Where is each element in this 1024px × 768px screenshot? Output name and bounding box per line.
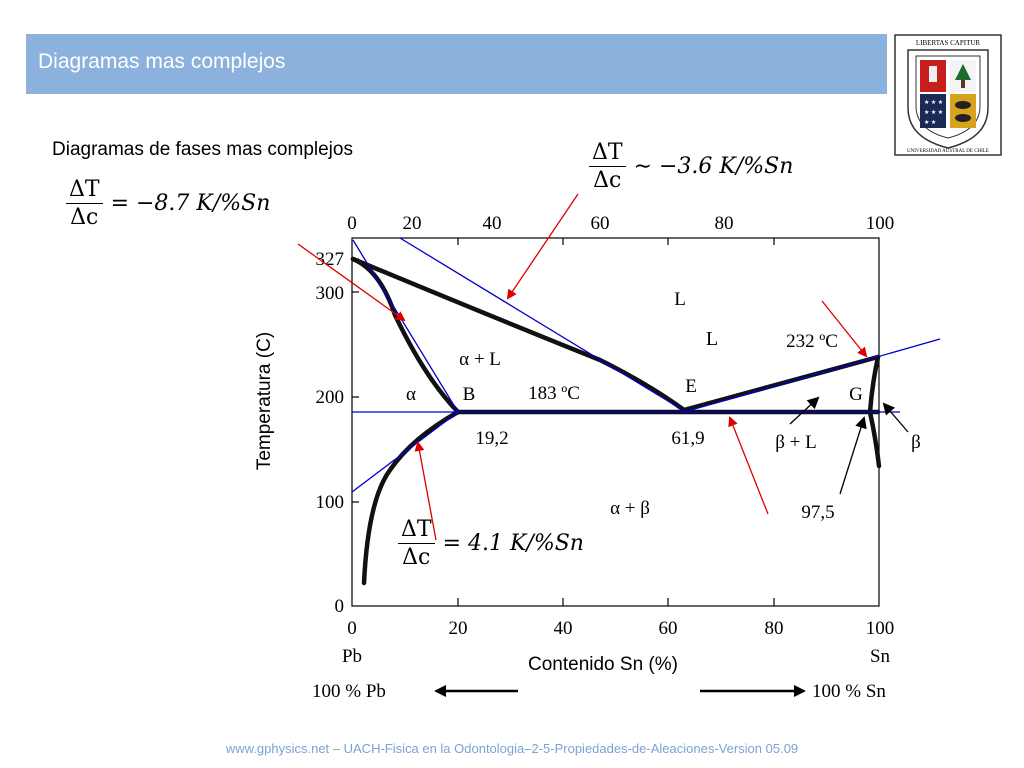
slope-equation-solvus bbox=[398, 518, 584, 569]
sn-melt-label: 232 ºC bbox=[786, 331, 838, 352]
fraction-numerator: ΔT bbox=[398, 518, 435, 544]
pointer-97-5 bbox=[840, 418, 864, 494]
svg-text:★ ★ ★: ★ ★ ★ bbox=[924, 110, 944, 116]
point-B: B bbox=[462, 384, 476, 405]
bottom-tick-label: 0 bbox=[347, 618, 357, 639]
slide-footer: www.gphysics.net – UACH-Fisica en la Odontologia–2-5-Propiedades-de-Aleaciones-Version 05.09 bbox=[225, 741, 799, 756]
fraction-denominator: Δc bbox=[593, 168, 622, 194]
bottom-tick-label: 80 bbox=[764, 618, 784, 639]
top-tick-label: 20 bbox=[402, 213, 422, 234]
fraction-numerator: ΔT bbox=[589, 141, 626, 167]
y-tick-label: 300 bbox=[315, 283, 344, 304]
region-L-upper: L bbox=[674, 289, 686, 310]
fraction bbox=[66, 178, 103, 229]
bottom-tick-label: 40 bbox=[553, 618, 573, 639]
sn-label: Sn bbox=[869, 646, 891, 667]
top-tick-label: 0 bbox=[347, 213, 357, 234]
slide-subtitle: Diagramas de fases mas complejos bbox=[52, 139, 353, 160]
slope-equation-liquidus bbox=[589, 141, 793, 192]
bottom-tick-label: 20 bbox=[448, 618, 468, 639]
top-tick-marks bbox=[458, 238, 774, 245]
equation-rhs: = −8.7 K/%Sn bbox=[110, 191, 271, 217]
bottom-tick-label: 100 bbox=[865, 618, 895, 639]
point-E: E bbox=[685, 376, 697, 397]
y-tick-label: 100 bbox=[315, 492, 344, 513]
left-tick-marks bbox=[352, 259, 359, 502]
top-tick-label: 40 bbox=[482, 213, 502, 234]
bottom-tick-marks bbox=[458, 598, 774, 606]
x-axis-label: Contenido Sn (%) bbox=[528, 654, 678, 675]
y-tick-label: 327 bbox=[315, 249, 344, 270]
point-G: G bbox=[849, 384, 863, 405]
comp-G-label: 97,5 bbox=[801, 502, 835, 523]
eutectic-temp-label: 183 ºC bbox=[528, 383, 580, 404]
sn-arrow-text: 100 % Sn bbox=[812, 681, 886, 702]
pb-label: Pb bbox=[341, 646, 363, 667]
top-tick-label: 80 bbox=[714, 213, 734, 234]
svg-text:★ ★: ★ ★ bbox=[924, 120, 937, 126]
fraction-denominator: Δc bbox=[402, 545, 431, 571]
red-arrow-eutectic bbox=[730, 418, 768, 514]
fraction bbox=[589, 141, 626, 192]
y-tick-label: 0 bbox=[334, 596, 344, 617]
bottom-tick-label: 60 bbox=[658, 618, 678, 639]
top-tick-label: 60 bbox=[590, 213, 610, 234]
logo-ring-text: UNIVERSIDAD AUSTRAL DE CHILE bbox=[907, 149, 989, 154]
red-arrow-liquidus-left bbox=[508, 194, 578, 298]
pb-arrow-text: 100 % Pb bbox=[312, 681, 386, 702]
region-alpha-L: α + L bbox=[459, 349, 501, 370]
equation-rhs: = 4.1 K/%Sn bbox=[442, 531, 584, 557]
region-beta-L: β + L bbox=[775, 432, 817, 453]
fit-line-solvus bbox=[352, 412, 458, 492]
equation-rhs: ∼ −3.6 K/%Sn bbox=[633, 154, 794, 180]
fraction-numerator: ΔT bbox=[66, 178, 103, 204]
slope-equation-solidus bbox=[66, 178, 270, 229]
red-arrow-solidus bbox=[298, 244, 404, 320]
fraction bbox=[398, 518, 435, 569]
slide-title: Diagramas mas complejos bbox=[38, 50, 286, 73]
logo-top-text: LIBERTAS CAPITUR bbox=[915, 39, 981, 47]
y-tick-label: 200 bbox=[315, 387, 344, 408]
fraction-denominator: Δc bbox=[70, 205, 99, 231]
pointer-beta bbox=[884, 404, 908, 432]
svg-text:★ ★ ★: ★ ★ ★ bbox=[924, 100, 944, 106]
y-axis-label: Temperatura (C) bbox=[254, 331, 275, 471]
region-beta: β bbox=[911, 432, 921, 453]
comp-B-label: 19,2 bbox=[475, 428, 509, 449]
region-alpha: α bbox=[406, 384, 416, 405]
region-L-lower: L bbox=[705, 328, 719, 350]
region-alpha-beta: α + β bbox=[610, 498, 650, 519]
comp-E-label: 61,9 bbox=[671, 428, 705, 449]
top-tick-label: 100 bbox=[865, 213, 895, 234]
